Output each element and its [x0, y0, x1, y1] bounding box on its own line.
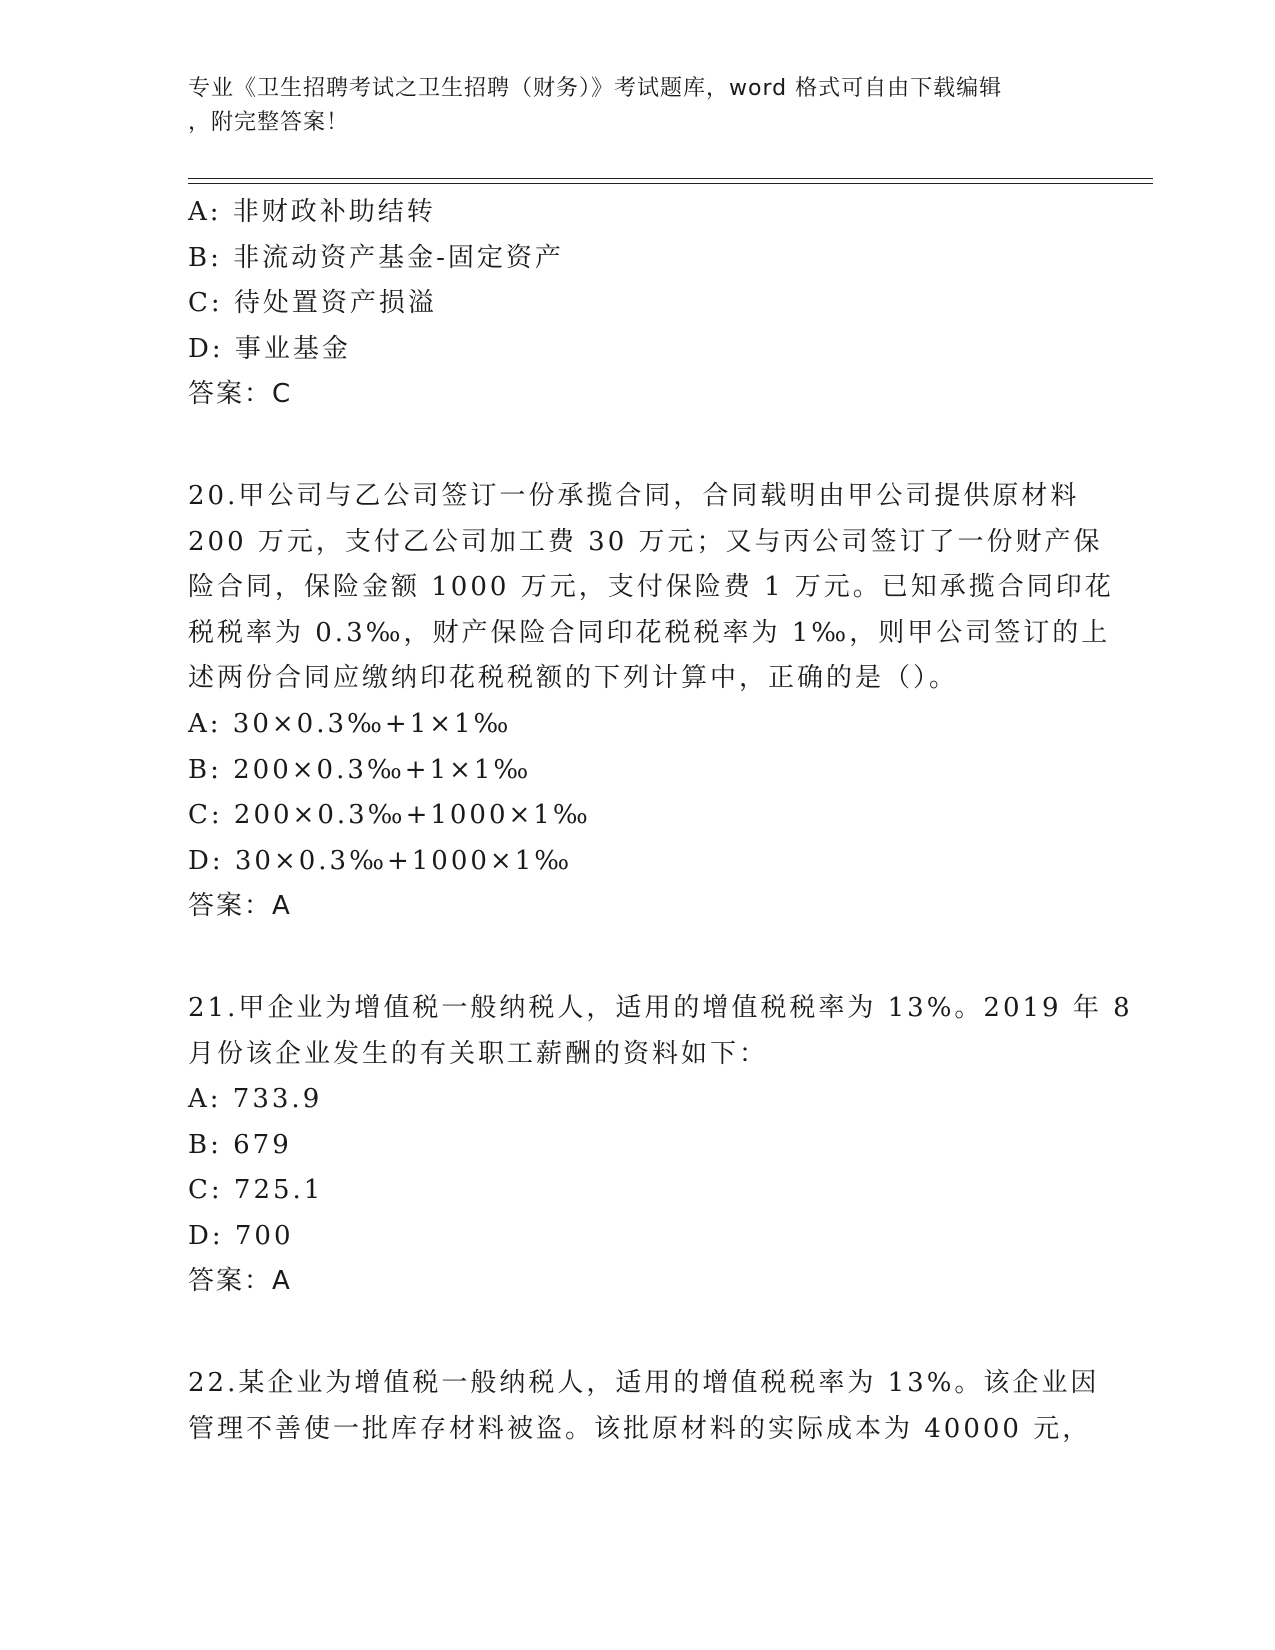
stem-line: 21.甲企业为增值税一般纳税人，适用的增值税税率为 13%。2019 年 8: [188, 992, 1133, 1023]
answer: 答案：A: [188, 1266, 292, 1297]
header-line-2: ，附完整答案！: [188, 110, 350, 135]
spacer: [188, 930, 1088, 986]
option-c: C: 200×0.3‰+1000×1‰: [188, 800, 591, 831]
stem-line: 险合同，保险金额 1000 万元，支付保险费 1 万元。已知承揽合同印花: [188, 572, 1114, 603]
option-b: B: 679: [188, 1129, 292, 1160]
option-c: C: 725.1: [188, 1175, 324, 1206]
option-d: D: 30×0.3‰+1000×1‰: [188, 845, 573, 876]
spacer: [188, 1305, 1088, 1361]
header-divider-bottom: [188, 183, 1153, 184]
question-list: [188, 190, 1133, 1452]
question-22: [188, 1361, 1100, 1452]
option-b: B: 200×0.3‰+1×1‰: [188, 754, 532, 785]
header-divider-top: [188, 178, 1153, 179]
answer: 答案：C: [188, 379, 293, 410]
spacer: [188, 418, 1088, 474]
question-21: [188, 986, 1133, 1305]
question-stem: [188, 474, 1114, 702]
header-line-1: 专业《卫生招聘考试之卫生招聘（财务）》考试题库，word 格式可自由下载编辑: [188, 76, 1003, 101]
stem-line: 22.某企业为增值税一般纳税人，适用的增值税税率为 13%。该企业因: [188, 1368, 1100, 1399]
option-b: B: 非流动资产基金-固定资产: [188, 242, 564, 273]
stem-line: 税税率为 0.3‰，财产保险合同印花税税率为 1‰，则甲公司签订的上: [188, 617, 1111, 648]
question-19: [188, 190, 1088, 418]
stem-line: 月份该企业发生的有关职工薪酬的资料如下：: [188, 1038, 769, 1069]
answer: 答案：A: [188, 891, 292, 922]
stem-line: 述两份合同应缴纳印花税税额的下列计算中，正确的是（）。: [188, 663, 959, 694]
option-d: D: 事业基金: [188, 333, 351, 364]
stem-line: 管理不善使一批库存材料被盗。该批原材料的实际成本为 40000 元，: [188, 1413, 1092, 1444]
stem-line: 200 万元，支付乙公司加工费 30 万元；又与丙公司签订了一份财产保: [188, 526, 1103, 557]
option-c: C: 待处置资产损溢: [188, 288, 437, 319]
page-header: [188, 72, 1068, 140]
option-a: A: 30×0.3‰+1×1‰: [188, 708, 512, 739]
question-20: [188, 474, 1114, 930]
question-stem: [188, 986, 1133, 1077]
option-a: A: 733.9: [188, 1084, 323, 1115]
question-stem: [188, 1361, 1100, 1452]
option-d: D: 700: [188, 1220, 294, 1251]
stem-line: 20.甲公司与乙公司签订一份承揽合同，合同载明由甲公司提供原材料: [188, 480, 1080, 511]
option-a: A: 非财政补助结转: [188, 197, 436, 227]
